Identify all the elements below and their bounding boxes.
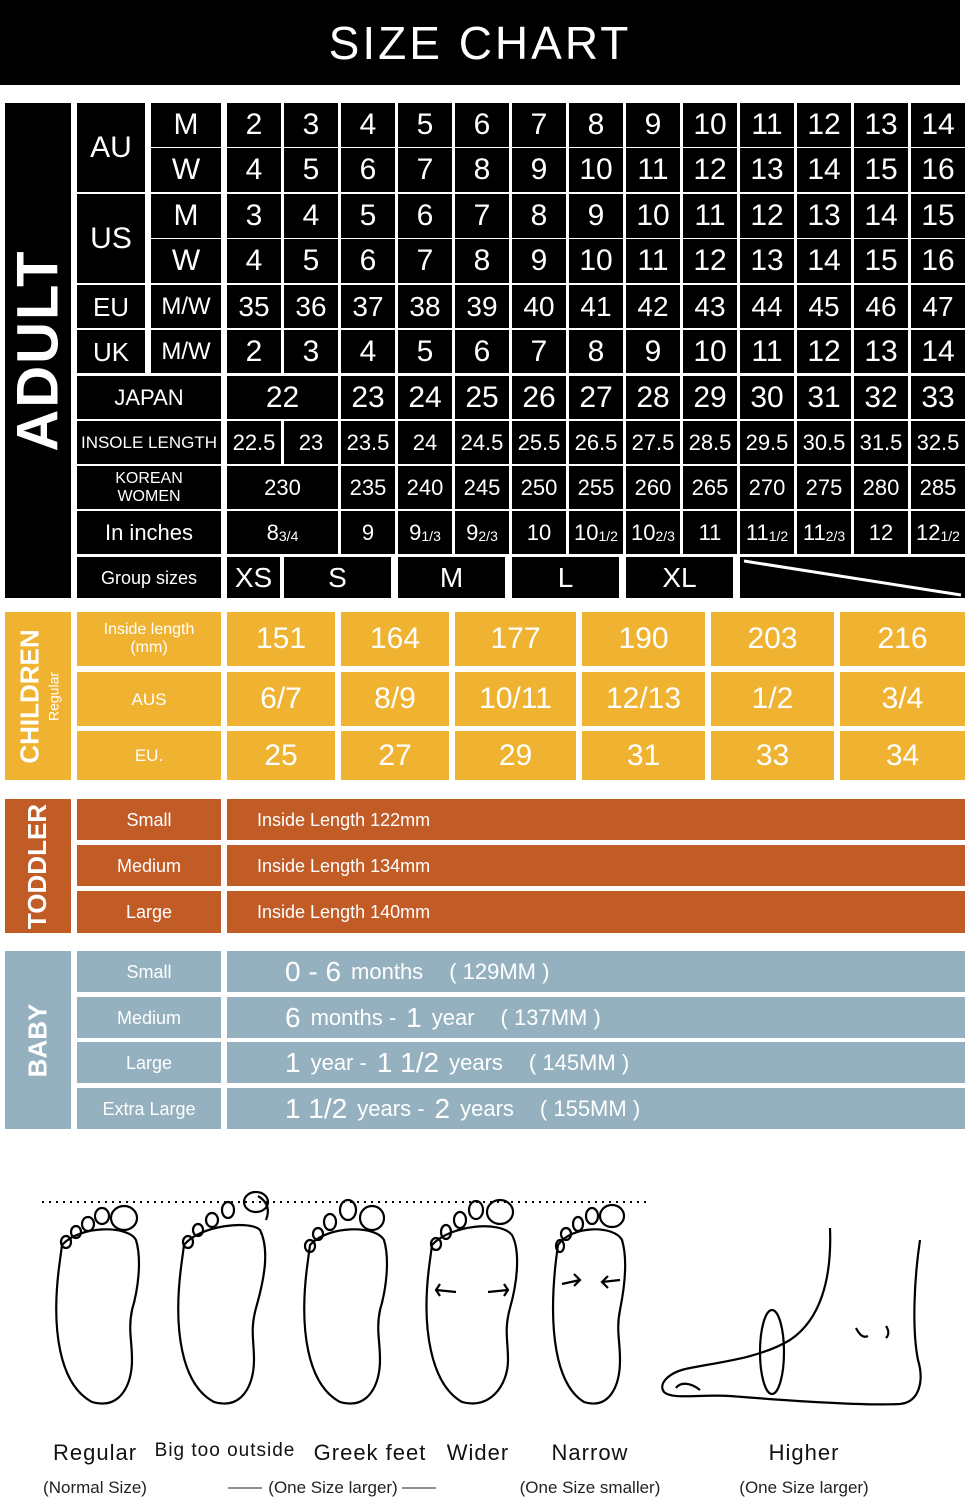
eu-size: 40 — [512, 285, 566, 328]
children-eu-value: 25 — [227, 731, 335, 780]
japan-size: 26 — [512, 376, 566, 419]
uk-size: 8 — [569, 330, 623, 373]
eu-size: 46 — [854, 285, 908, 328]
eu-sub-label: M/W — [151, 285, 221, 328]
au-m-size: 10 — [683, 103, 737, 147]
eu-size: 36 — [284, 285, 338, 328]
korean-women-size: 250 — [512, 466, 566, 509]
insole-length: 25.5 — [512, 421, 566, 464]
baby-size-label: Medium — [77, 997, 221, 1038]
inch-whole: 12 — [868, 519, 894, 545]
eu-size: 42 — [626, 285, 680, 328]
au-m-size: 7 — [512, 103, 566, 147]
au-w-size: 15 — [854, 148, 908, 192]
au-w-size: 4 — [227, 148, 281, 192]
foot-type-label: Greek feet — [313, 1440, 427, 1465]
group-size: M — [398, 557, 505, 598]
us-w-size: 15 — [854, 239, 908, 283]
au-m-size: 9 — [626, 103, 680, 147]
au-m-size: 11 — [740, 103, 794, 147]
inch-whole: 10 — [574, 519, 599, 545]
us-m-size: 8 — [512, 194, 566, 238]
au-w-size: 6 — [341, 148, 395, 192]
children-aus-value: 8/9 — [341, 672, 449, 726]
children-inside-value: 203 — [711, 612, 834, 666]
us-w-size: 14 — [797, 239, 851, 283]
uk-size: 3 — [284, 330, 338, 373]
uk-size: 4 — [341, 330, 395, 373]
toddler-size-label: Large — [77, 891, 221, 933]
children-section-label — [5, 612, 71, 780]
us-w-size: 13 — [740, 239, 794, 283]
inside-length-text: Inside length — [103, 620, 195, 638]
au-m-size: 6 — [455, 103, 509, 147]
foot-type-label: Big too outside — [154, 1440, 296, 1461]
empty-diagonal-cell — [740, 557, 965, 598]
uk-size: 10 — [683, 330, 737, 373]
eu-size: 43 — [683, 285, 737, 328]
inch-whole: 10 — [631, 519, 656, 545]
japan-size: 24 — [398, 376, 452, 419]
eu-label: EU. — [77, 731, 221, 780]
children-inside-value: 190 — [582, 612, 705, 666]
korean-women-label — [77, 466, 221, 509]
au-m-size: 5 — [398, 103, 452, 147]
baby-inside-length: ( 155MM ) — [539, 1095, 641, 1121]
us-m-size: 11 — [683, 194, 737, 238]
korean-women-size: 240 — [398, 466, 452, 509]
uk-size: 14 — [911, 330, 965, 373]
inch-whole: 9 — [361, 519, 375, 545]
us-m-label: M — [151, 194, 221, 238]
group-size: L — [512, 557, 619, 598]
insole-length: 22.5 — [227, 421, 281, 464]
children-aus-value: 10/11 — [455, 672, 576, 726]
age-unit-to: years — [460, 1095, 514, 1121]
insole-label: INSOLE LENGTH — [77, 421, 221, 464]
inch-size — [227, 511, 338, 554]
au-w-size: 16 — [911, 148, 965, 192]
insole-length: 29.5 — [740, 421, 794, 464]
au-m-size: 12 — [797, 103, 851, 147]
aus-label: AUS — [77, 672, 221, 726]
baby-size-label: Small — [77, 951, 221, 992]
us-w-size: 11 — [626, 239, 680, 283]
inch-fraction: 2/3 — [825, 528, 846, 544]
au-m-size: 3 — [284, 103, 338, 147]
inch-size — [398, 511, 452, 554]
age-from: 0 - 6 — [285, 955, 342, 987]
inch-fraction: 1/2 — [598, 528, 618, 544]
children-subtitle: Regular — [45, 671, 62, 721]
us-label: US — [77, 194, 145, 283]
adult-section-label: ADULT — [5, 103, 71, 598]
children-inside-value: 177 — [455, 612, 576, 666]
au-w-size: 11 — [626, 148, 680, 192]
group-size: XS — [227, 557, 280, 598]
au-w-label: W — [151, 148, 221, 192]
inch-whole: 10 — [526, 519, 552, 545]
insole-length: 31.5 — [854, 421, 908, 464]
age-unit-from: year - — [310, 1049, 367, 1075]
korean-label: KOREAN — [115, 469, 183, 487]
age-unit-from: years - — [357, 1095, 425, 1121]
us-w-size: 4 — [227, 239, 281, 283]
us-m-size: 15 — [911, 194, 965, 238]
children-eu-value: 27 — [341, 731, 449, 780]
japan-size: 33 — [911, 376, 965, 419]
korean-women-size: 270 — [740, 466, 794, 509]
uk-size: 5 — [398, 330, 452, 373]
inch-fraction: 1/2 — [768, 528, 789, 544]
insole-length: 26.5 — [569, 421, 623, 464]
us-w-size: 9 — [512, 239, 566, 283]
inch-whole: 8 — [266, 519, 279, 545]
wider-foot-icon — [427, 1200, 518, 1404]
us-m-size: 13 — [797, 194, 851, 238]
higher-foot-icon — [662, 1228, 920, 1404]
korean-women-size: 245 — [455, 466, 509, 509]
inch-size — [455, 511, 509, 554]
korean-women-size: 265 — [683, 466, 737, 509]
japan-size: 31 — [797, 376, 851, 419]
foot-types-illustration — [0, 1180, 968, 1420]
group-size: S — [284, 557, 391, 598]
children-title: CHILDREN — [14, 628, 45, 764]
au-w-size: 13 — [740, 148, 794, 192]
uk-size: 7 — [512, 330, 566, 373]
inches-label: In inches — [77, 511, 221, 554]
page-title: SIZE CHART — [0, 0, 960, 85]
inch-fraction: 1/3 — [421, 528, 441, 544]
japan-size: 32 — [854, 376, 908, 419]
au-w-size: 9 — [512, 148, 566, 192]
insole-length: 30.5 — [797, 421, 851, 464]
children-aus-value: 12/13 — [582, 672, 705, 726]
au-w-size: 8 — [455, 148, 509, 192]
age-unit-from: months — [351, 958, 424, 984]
us-m-size: 5 — [341, 194, 395, 238]
inch-whole: 9 — [466, 519, 479, 545]
insole-length: 27.5 — [626, 421, 680, 464]
children-eu-value: 34 — [840, 731, 965, 780]
toddler-size-label: Medium — [77, 845, 221, 886]
us-m-size: 12 — [740, 194, 794, 238]
korean-women-size: 280 — [854, 466, 908, 509]
baby-age-range — [227, 1088, 965, 1129]
au-m-size: 14 — [911, 103, 965, 147]
uk-label: UK — [77, 330, 145, 373]
uk-sub-label: M/W — [151, 330, 221, 373]
inch-whole: 12 — [916, 519, 941, 545]
children-eu-value: 31 — [582, 731, 705, 780]
baby-size-label: Extra Large — [77, 1088, 221, 1129]
inch-whole: 11 — [802, 519, 826, 545]
age-from: 6 — [285, 1001, 301, 1033]
us-w-label: W — [151, 239, 221, 283]
insole-length: 28.5 — [683, 421, 737, 464]
toddler-inside-length: Inside Length 122mm — [227, 799, 965, 840]
children-aus-value: 6/7 — [227, 672, 335, 726]
foot-size-note: (One Size larger) — [739, 1478, 869, 1497]
au-label: AU — [77, 103, 145, 192]
japan-size: 23 — [341, 376, 395, 419]
group-size: XL — [626, 557, 733, 598]
us-m-size: 4 — [284, 194, 338, 238]
baby-age-range — [227, 997, 965, 1038]
insole-length: 32.5 — [911, 421, 965, 464]
au-w-size: 5 — [284, 148, 338, 192]
au-w-size: 7 — [398, 148, 452, 192]
inch-size — [512, 511, 566, 554]
us-w-size: 12 — [683, 239, 737, 283]
insole-length: 23.5 — [341, 421, 395, 464]
korean-women-size: 285 — [911, 466, 965, 509]
inch-fraction: 2/3 — [478, 528, 498, 544]
regular-foot-icon — [56, 1206, 139, 1404]
women-label: WOMEN — [117, 487, 181, 505]
japan-size: 28 — [626, 376, 680, 419]
age-from: 1 — [285, 1046, 301, 1078]
eu-size: 44 — [740, 285, 794, 328]
baby-inside-length: ( 129MM ) — [449, 958, 550, 984]
japan-size: 22 — [227, 376, 338, 419]
japan-size: 25 — [455, 376, 509, 419]
au-m-size: 8 — [569, 103, 623, 147]
uk-size: 12 — [797, 330, 851, 373]
uk-size: 13 — [854, 330, 908, 373]
korean-women-size: 230 — [227, 466, 338, 509]
inch-fraction: 3/4 — [278, 528, 299, 544]
au-w-size: 12 — [683, 148, 737, 192]
age-unit-to: year — [431, 1004, 475, 1030]
baby-age-range — [227, 951, 965, 992]
au-m-size: 2 — [227, 103, 281, 147]
us-w-size: 5 — [284, 239, 338, 283]
toddler-inside-length: Inside Length 134mm — [227, 845, 965, 886]
inch-size — [740, 511, 794, 554]
foot-type-label: Higher — [768, 1440, 840, 1465]
baby-inside-length: ( 137MM ) — [500, 1004, 601, 1030]
korean-women-size: 235 — [341, 466, 395, 509]
baby-inside-length: ( 145MM ) — [528, 1049, 630, 1075]
inch-fraction: 1/2 — [940, 528, 960, 544]
insole-length: 23 — [284, 421, 338, 464]
greek-feet-foot-icon — [304, 1200, 387, 1404]
children-inside-value: 151 — [227, 612, 335, 666]
narrow-foot-icon — [553, 1205, 625, 1404]
foot-size-note: (Normal Size) — [43, 1478, 147, 1497]
au-m-label: M — [151, 103, 221, 147]
eu-size: 39 — [455, 285, 509, 328]
eu-size: 35 — [227, 285, 281, 328]
au-m-size: 13 — [854, 103, 908, 147]
eu-size: 38 — [398, 285, 452, 328]
toddler-section-label: TODDLER — [5, 799, 71, 933]
children-inside-value: 164 — [341, 612, 449, 666]
foot-type-label: Wider — [446, 1440, 510, 1465]
us-m-size: 7 — [455, 194, 509, 238]
korean-women-size: 260 — [626, 466, 680, 509]
foot-type-label: Regular — [52, 1440, 138, 1465]
inch-fraction: 2/3 — [655, 528, 675, 544]
uk-size: 11 — [740, 330, 794, 373]
inch-size — [911, 511, 965, 554]
japan-size: 29 — [683, 376, 737, 419]
age-from: 1 1/2 — [285, 1092, 348, 1124]
uk-size: 9 — [626, 330, 680, 373]
foot-size-note: (One Size smaller) — [519, 1478, 661, 1497]
foot-type-label: Narrow — [551, 1440, 629, 1465]
age-to: 1 1/2 — [376, 1046, 440, 1078]
us-w-size: 7 — [398, 239, 452, 283]
eu-label: EU — [77, 285, 145, 328]
children-eu-value: 29 — [455, 731, 576, 780]
au-w-size: 14 — [797, 148, 851, 192]
eu-size: 47 — [911, 285, 965, 328]
toddler-size-label: Small — [77, 799, 221, 840]
korean-women-size: 275 — [797, 466, 851, 509]
group-sizes-label: Group sizes — [77, 557, 221, 598]
japan-label: JAPAN — [77, 376, 221, 419]
us-m-size: 3 — [227, 194, 281, 238]
korean-women-size: 255 — [569, 466, 623, 509]
toddler-inside-length: Inside Length 140mm — [227, 891, 965, 933]
baby-section-label: BABY — [5, 951, 71, 1129]
age-to: 1 — [406, 1001, 422, 1033]
baby-size-label: Large — [77, 1042, 221, 1083]
children-eu-value: 33 — [711, 731, 834, 780]
japan-size: 30 — [740, 376, 794, 419]
inch-size — [626, 511, 680, 554]
children-inside-value: 216 — [840, 612, 965, 666]
eu-size: 45 — [797, 285, 851, 328]
inch-size — [797, 511, 851, 554]
inch-whole: 11 — [745, 519, 769, 545]
au-w-size: 10 — [569, 148, 623, 192]
eu-size: 37 — [341, 285, 395, 328]
inch-whole: 9 — [409, 519, 422, 545]
uk-size: 2 — [227, 330, 281, 373]
us-w-size: 8 — [455, 239, 509, 283]
age-unit-to: years — [449, 1049, 503, 1075]
us-m-size: 9 — [569, 194, 623, 238]
eu-size: 41 — [569, 285, 623, 328]
us-m-size: 10 — [626, 194, 680, 238]
inch-whole: 11 — [698, 519, 722, 545]
inch-size — [569, 511, 623, 554]
inch-size — [854, 511, 908, 554]
uk-size: 6 — [455, 330, 509, 373]
big-toe-outside-foot-icon — [178, 1192, 268, 1404]
age-unit-from: months - — [310, 1004, 397, 1030]
foot-size-note: (One Size larger) — [268, 1478, 398, 1497]
us-w-size: 10 — [569, 239, 623, 283]
inside-length-unit: (mm) — [130, 639, 168, 656]
age-to: 2 — [434, 1092, 451, 1124]
inch-size — [341, 511, 395, 554]
children-aus-value: 1/2 — [711, 672, 834, 726]
us-m-size: 14 — [854, 194, 908, 238]
japan-size: 27 — [569, 376, 623, 419]
inside-length-label — [77, 612, 221, 666]
inch-size — [683, 511, 737, 554]
au-m-size: 4 — [341, 103, 395, 147]
us-m-size: 6 — [398, 194, 452, 238]
insole-length: 24 — [398, 421, 452, 464]
baby-age-range — [227, 1042, 965, 1083]
insole-length: 24.5 — [455, 421, 509, 464]
us-w-size: 6 — [341, 239, 395, 283]
us-w-size: 16 — [911, 239, 965, 283]
children-aus-value: 3/4 — [840, 672, 965, 726]
